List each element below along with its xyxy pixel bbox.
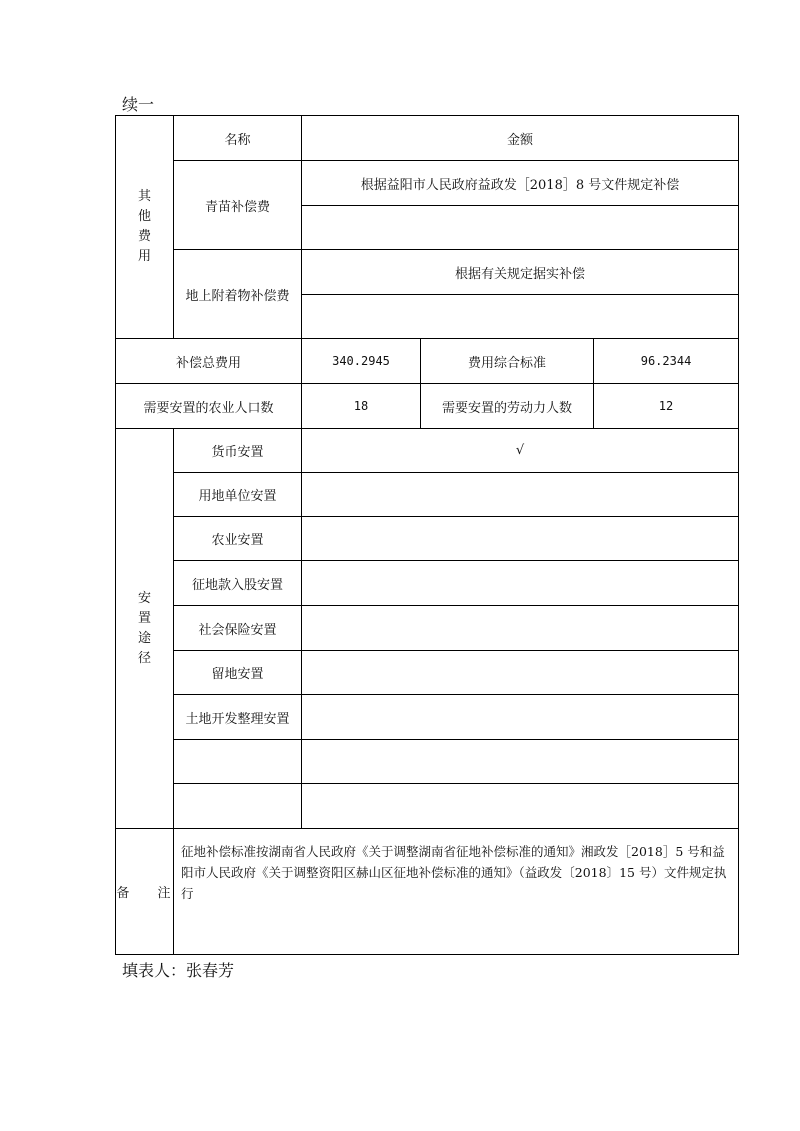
remark-label: 备 注: [116, 829, 174, 955]
resettle-row: [116, 695, 739, 740]
attachment-value: 根据有关规定据实补偿: [302, 250, 739, 295]
resettle-label: 安 置 途 径: [116, 429, 174, 829]
resettle-item-value: [302, 651, 739, 695]
total-row: [116, 339, 739, 384]
resettle-item-value: [302, 517, 739, 561]
standard-value: 96.2344: [594, 339, 739, 384]
resettle-item-value: √: [302, 429, 739, 473]
attachment-value-2: [302, 295, 739, 339]
resettle-row: [116, 784, 739, 829]
resettle-row: [116, 606, 739, 651]
attachment-label: 地上附着物补偿费: [174, 250, 302, 339]
resettle-item-name: 用地单位安置: [174, 473, 302, 517]
total-label: 补偿总费用: [116, 339, 302, 384]
seedling-label: 青苗补偿费: [174, 161, 302, 250]
other-fees-label: 其 他 费 用: [116, 116, 174, 339]
resettle-row: [116, 740, 739, 784]
resettle-item-value: [302, 561, 739, 606]
agri-pop-value: 18: [302, 384, 421, 429]
labor-value: 12: [594, 384, 739, 429]
filler-name: 填表人：张春芳: [122, 961, 235, 980]
seedling-row: [116, 161, 739, 206]
seedling-value-2: [302, 206, 739, 250]
resettle-item-value: [302, 473, 739, 517]
resettle-item-name: 留地安置: [174, 651, 302, 695]
resettle-row: [116, 473, 739, 517]
resettle-row: [116, 517, 739, 561]
resettle-row: [116, 651, 739, 695]
resettle-item-name: 社会保险安置: [174, 606, 302, 651]
col-amount-header: 金额: [302, 116, 739, 161]
labor-label: 需要安置的劳动力人数: [421, 384, 594, 429]
population-row: [116, 384, 739, 429]
resettle-item-name: 农业安置: [174, 517, 302, 561]
resettle-item-name: [174, 740, 302, 784]
resettle-item-value: [302, 740, 739, 784]
resettle-item-name: 征地款入股安置: [174, 561, 302, 606]
resettle-item-value: [302, 784, 739, 829]
remark-row: [116, 829, 739, 955]
standard-label: 费用综合标准: [421, 339, 594, 384]
compensation-form-table: [115, 115, 739, 955]
resettle-item-value: [302, 606, 739, 651]
attachment-row: [116, 250, 739, 295]
resettle-item-value: [302, 695, 739, 740]
col-name-header: 名称: [174, 116, 302, 161]
total-value: 340.2945: [302, 339, 421, 384]
resettle-row: [116, 429, 739, 473]
header-row: [116, 116, 739, 161]
agri-pop-label: 需要安置的农业人口数: [116, 384, 302, 429]
resettle-item-name: 货币安置: [174, 429, 302, 473]
resettle-item-name: [174, 784, 302, 829]
resettle-row: [116, 561, 739, 606]
remark-text: 征地补偿标准按湖南省人民政府《关于调整湖南省征地补偿标准的通知》湘政发［2018］5 号和益阳市人民政府《关于调整资阳区赫山区征地补偿标准的通知》（益政发〔2018〕15 号）文件规定执行: [174, 829, 739, 955]
seedling-value: 根据益阳市人民政府益政发［2018］8 号文件规定补偿: [302, 161, 739, 206]
resettle-item-name: 土地开发整理安置: [174, 695, 302, 740]
continuation-heading: 续一: [122, 95, 155, 114]
